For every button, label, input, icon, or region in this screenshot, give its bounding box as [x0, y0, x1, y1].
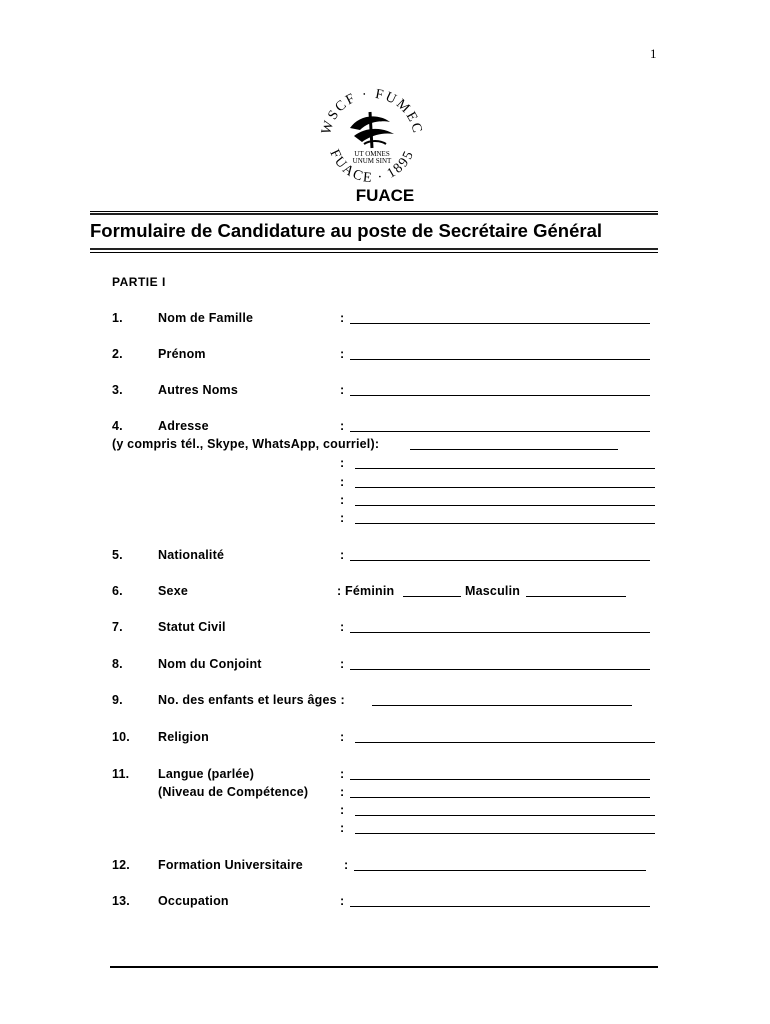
field-12-label: Formation Universitaire	[158, 858, 303, 872]
field-11-label: Langue (parlée)	[158, 767, 255, 781]
field-12-colon: :	[344, 858, 349, 872]
field-11-number: 11.	[112, 767, 130, 781]
field-13-colon: :	[340, 894, 345, 908]
field-7-label: Statut Civil	[158, 620, 226, 634]
civil-status-line[interactable]	[350, 632, 650, 633]
spouse-name-line[interactable]	[350, 669, 650, 670]
field-2-number: 2.	[112, 347, 123, 361]
logo-motto-2: UNUM SINT	[352, 157, 392, 165]
title-rule-top	[90, 211, 658, 212]
org-name: FUACE	[355, 186, 415, 205]
field-4-label: Adresse	[158, 419, 209, 433]
field-13-label: Occupation	[158, 894, 229, 908]
field-3-label: Autres Noms	[158, 383, 238, 397]
sex-option-female: : Féminin	[337, 584, 395, 598]
field-11-sublabel: (Niveau de Compétence)	[158, 785, 309, 799]
language-line-4[interactable]	[355, 833, 655, 834]
children-ages-line[interactable]	[372, 705, 632, 706]
field-1-label: Nom de Famille	[158, 311, 254, 325]
last-name-line[interactable]	[350, 323, 650, 324]
field-12-number: 12.	[112, 858, 130, 872]
sex-option-male: Masculin	[465, 584, 521, 598]
field-7-colon: :	[340, 620, 345, 634]
field-8-label: Nom du Conjoint	[158, 657, 262, 671]
address-colon-2: :	[340, 456, 345, 470]
field-5-colon: :	[340, 548, 345, 562]
field-8-number: 8.	[112, 657, 123, 671]
language-line-2[interactable]	[350, 797, 650, 798]
address-line-3[interactable]	[355, 487, 655, 488]
logo-seal-icon	[314, 78, 430, 194]
field-2-label: Prénom	[158, 347, 206, 361]
field-9-number: 9.	[112, 693, 123, 707]
title-rule-bottom-thick	[90, 248, 658, 250]
logo-top-text: WSCF · FUMEC	[319, 86, 425, 137]
occupation-line[interactable]	[350, 906, 650, 907]
address-line-5[interactable]	[355, 523, 655, 524]
address-line-1[interactable]	[350, 431, 650, 432]
field-7-number: 7.	[112, 620, 123, 634]
field-1-colon: :	[340, 311, 345, 325]
university-education-line[interactable]	[354, 870, 646, 871]
address-colon-4: :	[340, 493, 345, 507]
address-contact-line[interactable]	[410, 449, 618, 450]
field-4-sublabel: (y compris tél., Skype, WhatsApp, courriel):	[112, 437, 380, 451]
language-line-1[interactable]	[350, 779, 650, 780]
field-6-label: Sexe	[158, 584, 188, 598]
field-3-number: 3.	[112, 383, 123, 397]
address-line-4[interactable]	[355, 505, 655, 506]
field-5-number: 5.	[112, 548, 123, 562]
page-number: 1	[650, 46, 657, 61]
language-colon-2: :	[340, 785, 345, 799]
religion-line[interactable]	[355, 742, 655, 743]
address-colon-3: :	[340, 475, 345, 489]
language-colon-4: :	[340, 821, 345, 835]
field-6-number: 6.	[112, 584, 123, 598]
form-title: Formulaire de Candidature au poste de Secrétaire Général	[90, 220, 603, 241]
field-3-colon: :	[340, 383, 345, 397]
logo-motto-1: UT OMNES	[354, 150, 390, 158]
field-4-number: 4.	[112, 419, 123, 433]
title-rule-top-thick	[90, 213, 658, 215]
field-5-label: Nationalité	[158, 548, 225, 562]
field-2-colon: :	[340, 347, 345, 361]
title-rule-bottom	[90, 252, 658, 253]
wscf-logo	[314, 78, 430, 194]
address-line-2[interactable]	[355, 468, 655, 469]
first-name-line[interactable]	[350, 359, 650, 360]
sex-female-line[interactable]	[403, 596, 461, 597]
part-heading: PARTIE I	[112, 275, 166, 289]
field-4-colon: :	[340, 419, 345, 433]
address-colon-5: :	[340, 511, 345, 525]
field-1-number: 1.	[112, 311, 123, 325]
logo-bottom-text: FUACE · 1895	[326, 147, 418, 187]
field-11-colon: :	[340, 767, 345, 781]
field-13-number: 13.	[112, 894, 130, 908]
footer-rule	[110, 966, 658, 968]
field-10-label: Religion	[158, 730, 209, 744]
field-9-label: No. des enfants et leurs âges :	[158, 693, 345, 707]
language-line-3[interactable]	[355, 815, 655, 816]
nationality-line[interactable]	[350, 560, 650, 561]
sex-male-line[interactable]	[526, 596, 626, 597]
field-10-colon: :	[340, 730, 345, 744]
field-10-number: 10.	[112, 730, 130, 744]
other-names-line[interactable]	[350, 395, 650, 396]
language-colon-3: :	[340, 803, 345, 817]
field-8-colon: :	[340, 657, 345, 671]
